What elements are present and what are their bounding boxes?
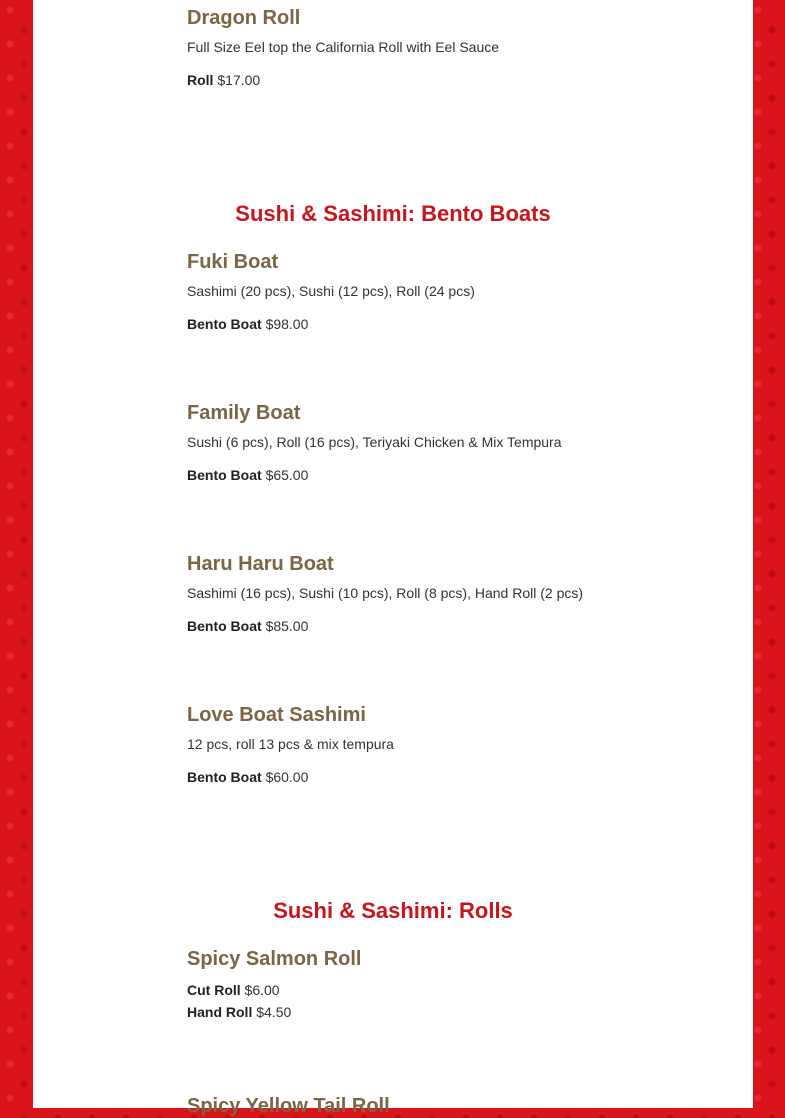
item-name: Fuki Boat xyxy=(187,251,279,273)
price-label: Roll xyxy=(187,72,214,88)
price-amount: $98.00 xyxy=(265,316,309,332)
price-label: Bento Boat xyxy=(187,618,262,634)
menu-item xyxy=(187,250,707,332)
item-name: Spicy Yellow Tail Roll xyxy=(187,1095,390,1117)
menu-item xyxy=(187,401,707,483)
price-row xyxy=(187,466,308,484)
menu-item xyxy=(187,6,707,88)
price-label: Bento Boat xyxy=(187,316,262,332)
menu-item xyxy=(187,552,707,634)
item-description: Sashimi (20 pcs), Sushi (12 pcs), Roll (24 pcs) xyxy=(187,283,475,299)
price-row xyxy=(187,315,308,333)
price-amount: $6.00 xyxy=(244,982,280,998)
section-title-bento-boats: Sushi & Sashimi: Bento Boats xyxy=(235,201,551,226)
price-amount: $17.00 xyxy=(217,72,261,88)
item-description: Sushi (6 pcs), Roll (16 pcs), Teriyaki Chicken & Mix Tempura xyxy=(187,434,562,450)
price-amount: $60.00 xyxy=(265,769,309,785)
item-name: Love Boat Sashimi xyxy=(187,704,366,726)
price-row xyxy=(187,71,260,89)
item-description: Sashimi (16 pcs), Sushi (10 pcs), Roll (8 pcs), Hand Roll (2 pcs) xyxy=(187,585,584,601)
price-label: Hand Roll xyxy=(187,1004,253,1020)
item-name: Family Boat xyxy=(187,402,301,424)
price-row xyxy=(187,1003,291,1021)
item-name: Spicy Salmon Roll xyxy=(187,948,362,970)
menu-item xyxy=(187,703,707,785)
price-label: Bento Boat xyxy=(187,769,262,785)
price-amount: $4.50 xyxy=(256,1004,292,1020)
price-label: Bento Boat xyxy=(187,467,262,483)
section-title-rolls: Sushi & Sashimi: Rolls xyxy=(273,898,513,923)
price-row xyxy=(187,981,280,999)
menu-item xyxy=(187,947,707,1020)
menu-panel xyxy=(33,0,753,1117)
item-description: 12 pcs, roll 13 pcs & mix tempura xyxy=(187,736,394,752)
price-row xyxy=(187,617,308,635)
price-amount: $85.00 xyxy=(265,618,309,634)
price-label: Cut Roll xyxy=(187,982,241,998)
item-description: Full Size Eel top the California Roll with Eel Sauce xyxy=(187,39,500,55)
price-row xyxy=(187,768,308,786)
item-name: Haru Haru Boat xyxy=(187,553,334,575)
item-name: Dragon Roll xyxy=(187,7,301,29)
menu-item xyxy=(187,1094,707,1118)
price-amount: $65.00 xyxy=(265,467,309,483)
